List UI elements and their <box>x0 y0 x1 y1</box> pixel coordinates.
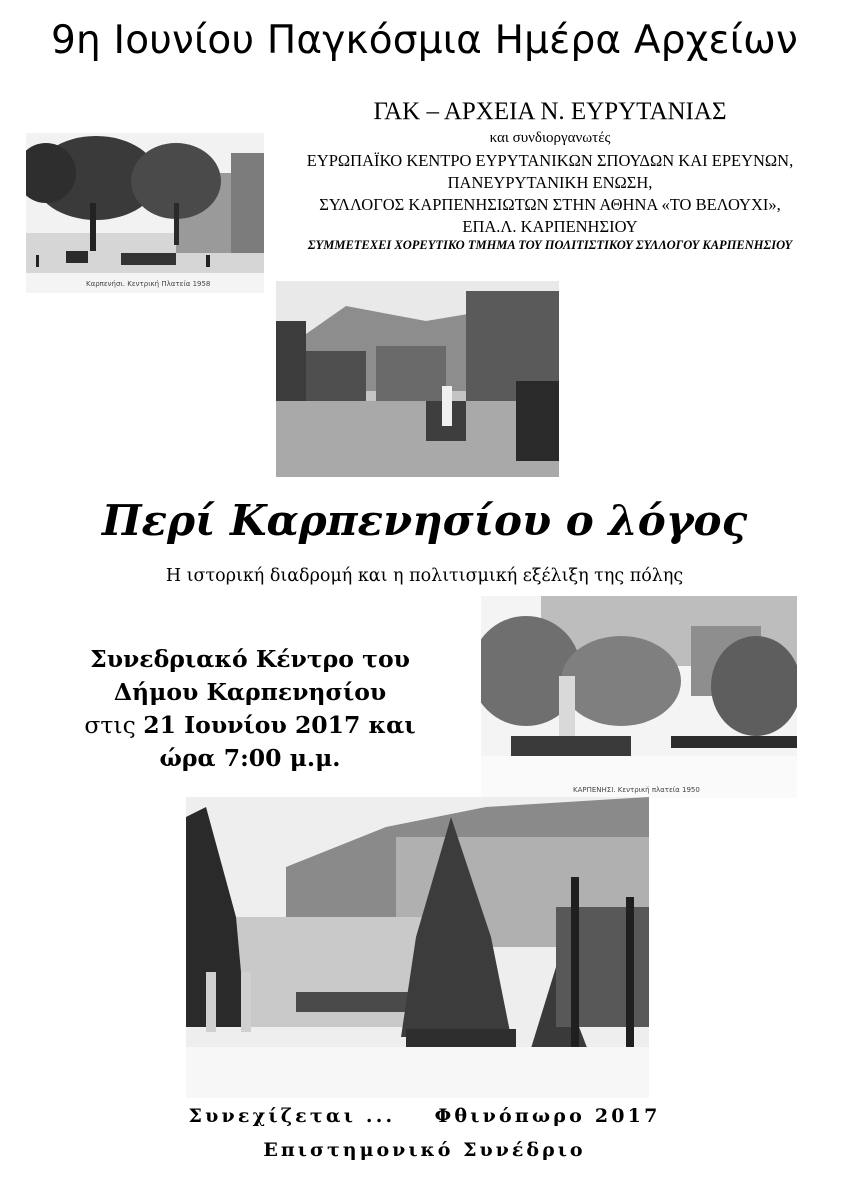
partner-3: ΣΥΛΛΟΓΟΣ ΚΑΡΠΕΝΗΣΙΩΤΩΝ ΣΤΗΝ ΑΘΗΝΑ «ΤΟ ΒΕΛΟΥΧΙ», <box>319 195 781 214</box>
venue-line-2: Δήμου Καρπενησίου <box>113 678 387 706</box>
participation-note: ΣΥΜΜΕΤΕΧΕΙ ΧΟΡΕΥΤΙΚΟ ΤΜΗΜΑ ΤΟΥ ΠΟΛΙΤΙΣΤΙΚΟΥ ΣΥΛΛΟΓΟΥ ΚΑΡΠΕΝΗΣΙΟΥ <box>307 238 793 252</box>
photo-old-square <box>26 133 264 293</box>
partner-1: ΕΥΡΩΠΑΪΚΟ ΚΕΝΤΡΟ ΕΥΡΥΤΑΝΙΚΩΝ ΣΠΟΥΔΩΝ ΚΑΙ ΕΡΕΥΝΩΝ, <box>306 151 794 170</box>
venue-line-1: Συνεδριακό Κέντρο του <box>90 645 410 673</box>
photo-caption: Καρπενήσι. Κεντρική Πλατεία 1958 <box>86 280 211 288</box>
photo-christmas-tree-square <box>186 797 649 1098</box>
date-line <box>40 709 460 742</box>
photo-square-monument <box>276 281 559 477</box>
event-subtitle: Η ιστορική διαδρομή και η πολιτισμική εξέλιξη της πόλης <box>165 566 684 586</box>
date-prefix: στις <box>84 711 144 739</box>
event-date: 21 Ιουνίου 2017 και <box>143 711 416 739</box>
venue-block <box>40 643 460 775</box>
co-organizers-label: και συνδιοργανωτές <box>489 130 611 146</box>
organizer: ΓΑΚ – ΑΡΧΕΙΑ Ν. ΕΥΡΥΤΑΝΙΑΣ <box>373 98 727 125</box>
footer-conference: Επιστημονικό Συνέδριο <box>263 1139 586 1161</box>
partner-2: ΠΑΝΕΥΡΥΤΑΝΙΚΗ ΕΝΩΣΗ, <box>447 173 653 192</box>
footer-continuation <box>0 1105 849 1127</box>
poster-title: 9η Ιουνίου Παγκόσμια Ημέρα Αρχείων <box>50 18 799 63</box>
event-time: ώρα 7:00 μ.μ. <box>159 744 341 772</box>
event-title: Περί Καρπενησίου ο λόγος <box>101 496 748 545</box>
footer-continues: Συνεχίζεται ... <box>188 1105 396 1127</box>
partner-4: ΕΠΑ.Λ. ΚΑΡΠΕΝΗΣΙΟΥ <box>462 217 638 236</box>
photo-caption: ΚΑΡΠΕΝΗΣΙ. Κεντρική πλατεία 1950 <box>573 786 700 794</box>
photo-snowy-square <box>481 596 797 798</box>
footer-season: Φθινόπωρο 2017 <box>434 1105 661 1127</box>
